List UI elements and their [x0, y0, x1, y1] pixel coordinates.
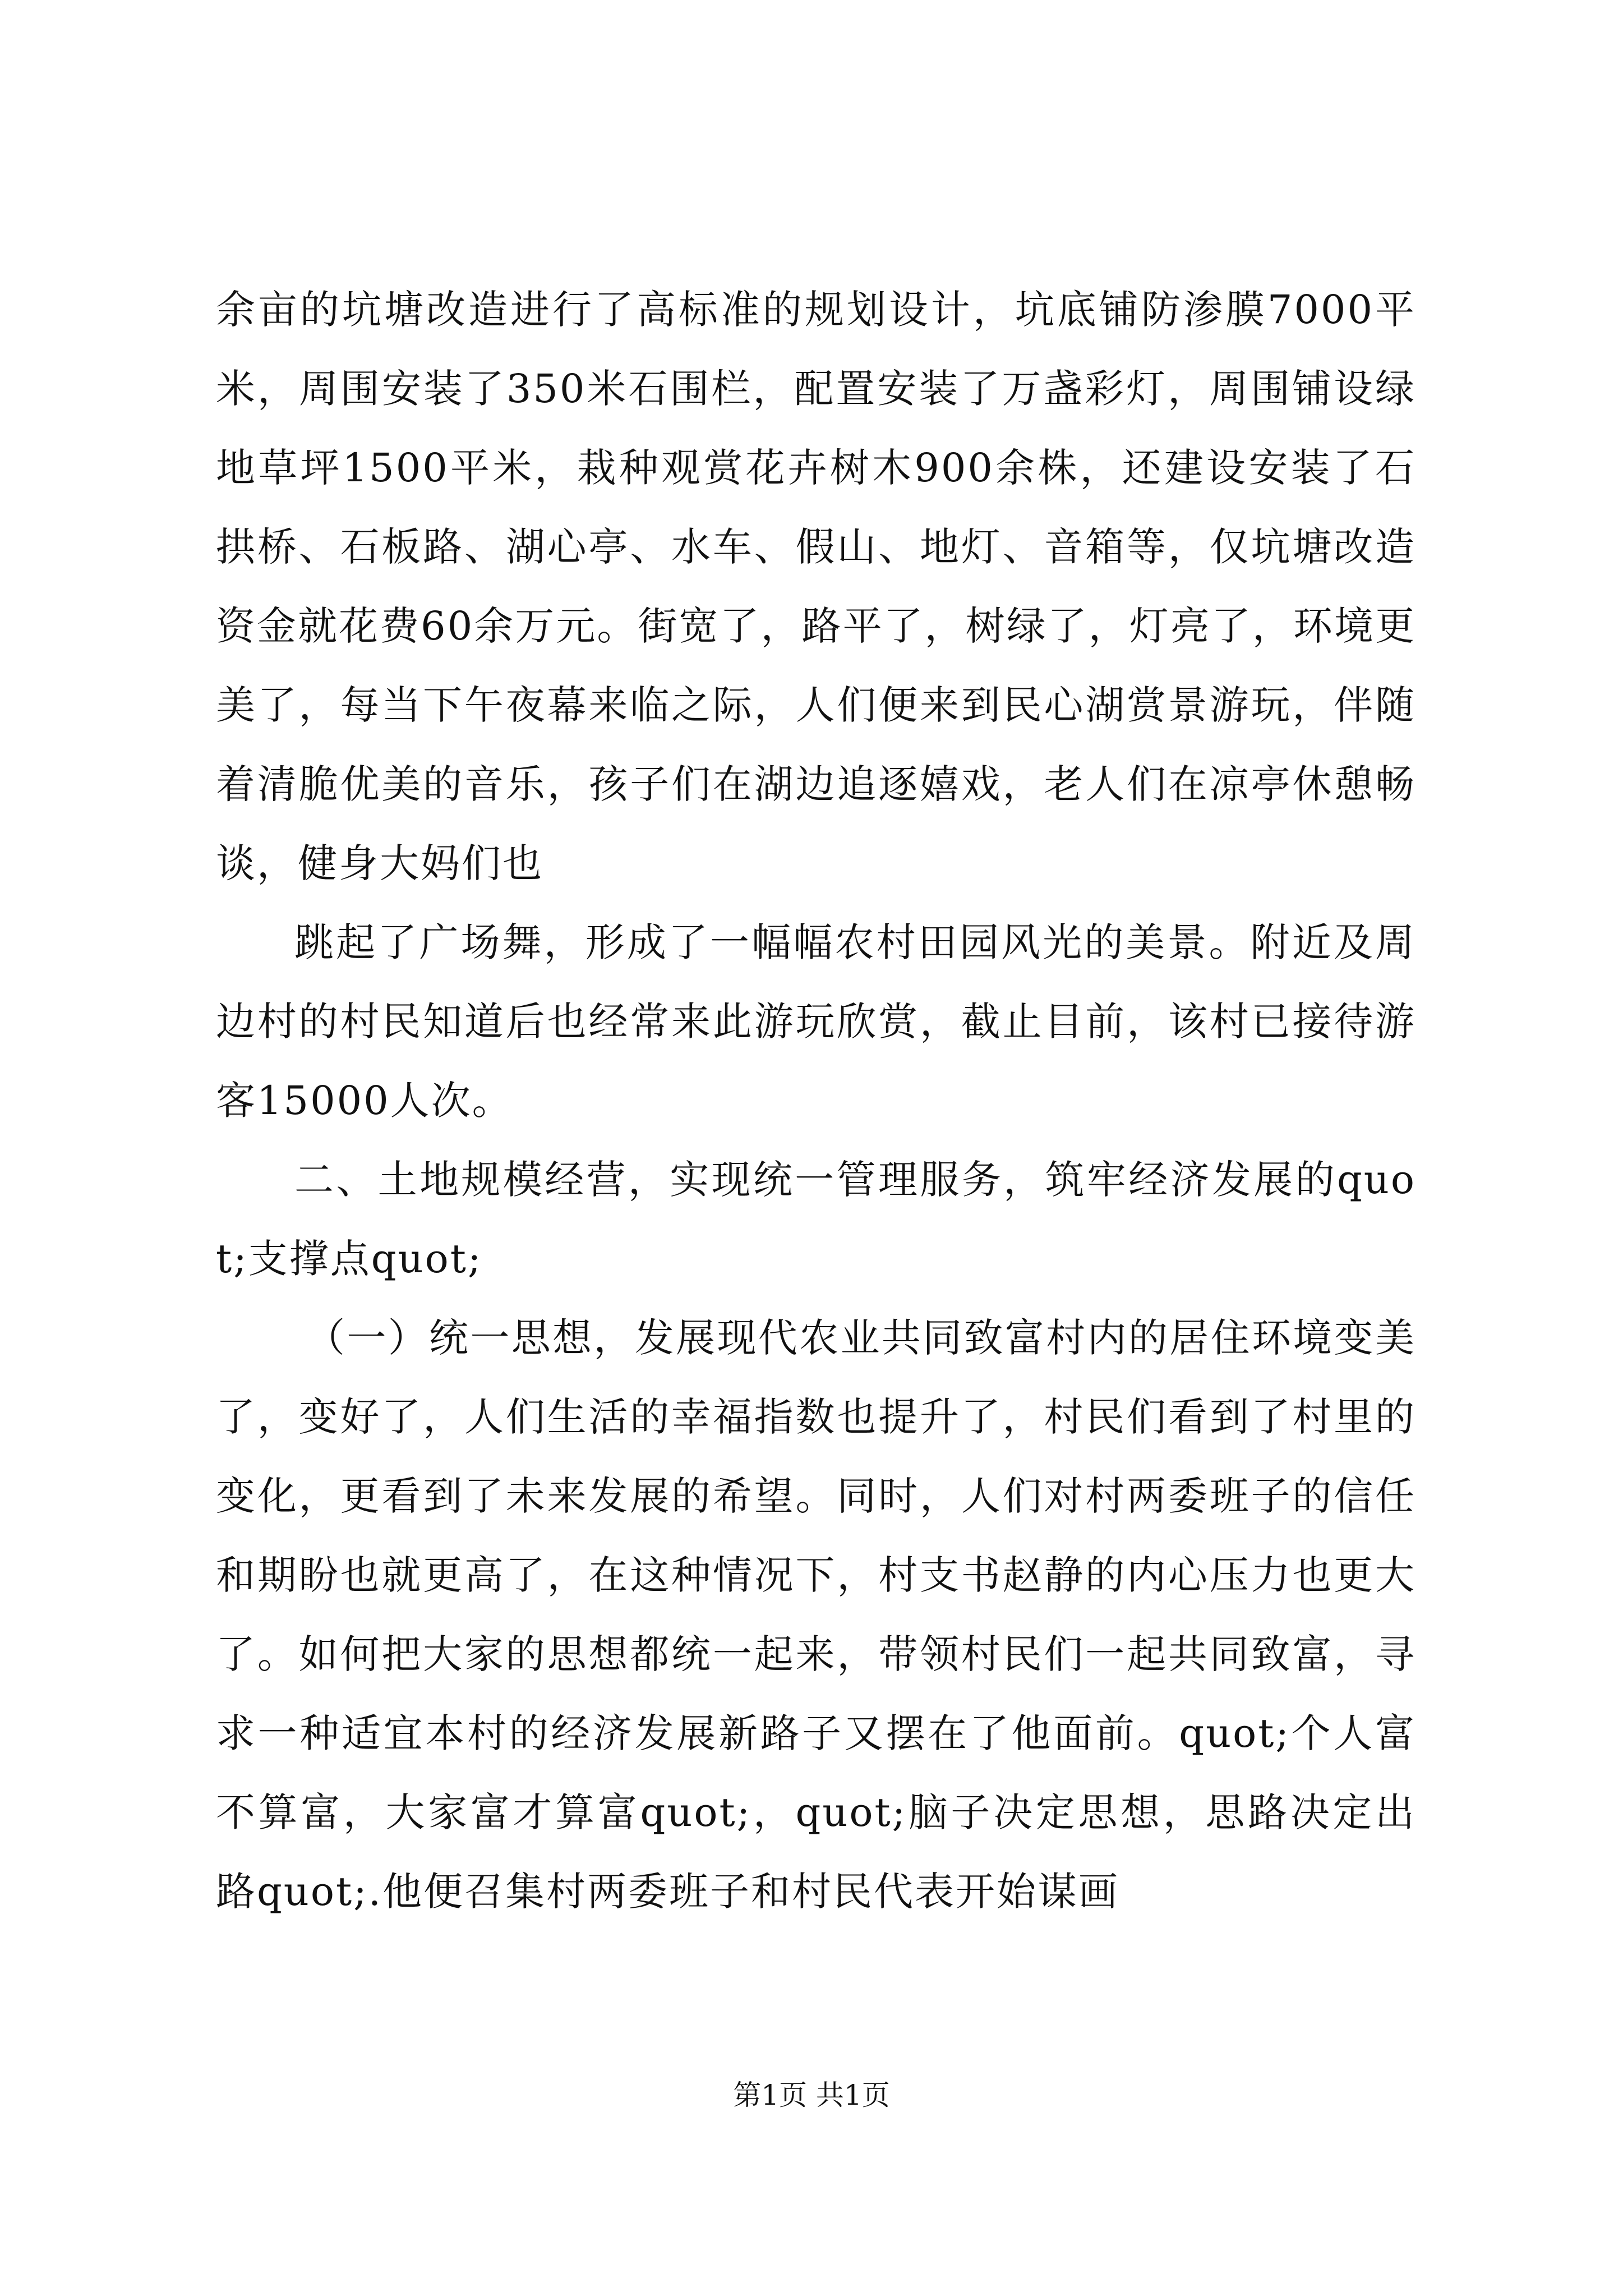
- document-body: [216, 270, 1416, 1931]
- paragraph-3: （一）统一思想，发展现代农业共同致富村内的居住环境变美了，变好了，人们生活的幸福指数也提升了，村民们看到了村里的变化，更看到了未来发展的希望。同时，人们对村两委班子的信任和期盼也就更高了，在这种情况下，村支书赵静的内心压力也更大了。如何把大家的思想都统一起来，带领村民们一起共同致富，寻求一种适宜本村的经济发展新路子又摆在了他面前。quot;个人富不算富，大家富才算富quot;，quot;脑子决定思想，思路决定出路quot;.他便召集村两委班子和村民代表开始谋画: [216, 1315, 1416, 1915]
- paragraph-2: 跳起了广场舞，形成了一幅幅农村田园风光的美景。附近及周边村的村民知道后也经常来此游玩欣赏，截止目前，该村已接待游客15000人次。: [216, 919, 1416, 1124]
- section-heading: 二、土地规模经营，实现统一管理服务，筑牢经济发展的quot;支撑点quot;: [216, 1157, 1416, 1282]
- page-footer: 第1页 共1页: [733, 2079, 890, 2111]
- paragraph-1: 余亩的坑塘改造进行了高标准的规划设计，坑底铺防渗膜7000平米，周围安装了350米石围栏，配置安装了万盏彩灯，周围铺设绿地草坪1500平米，栽种观赏花卉树木900余株，还建设安装了石拱桥、石板路、湖心亭、水车、假山、地灯、音箱等，仅坑塘改造资金就花费60余万元。街宽了，路平了，树绿了，灯亮了，环境更美了，每当下午夜幕来临之际，人们便来到民心湖赏景游玩，伴随着清脆优美的音乐，孩子们在湖边追逐嬉戏，老人们在凉亭休憩畅谈，健身大妈们也: [216, 287, 1416, 886]
